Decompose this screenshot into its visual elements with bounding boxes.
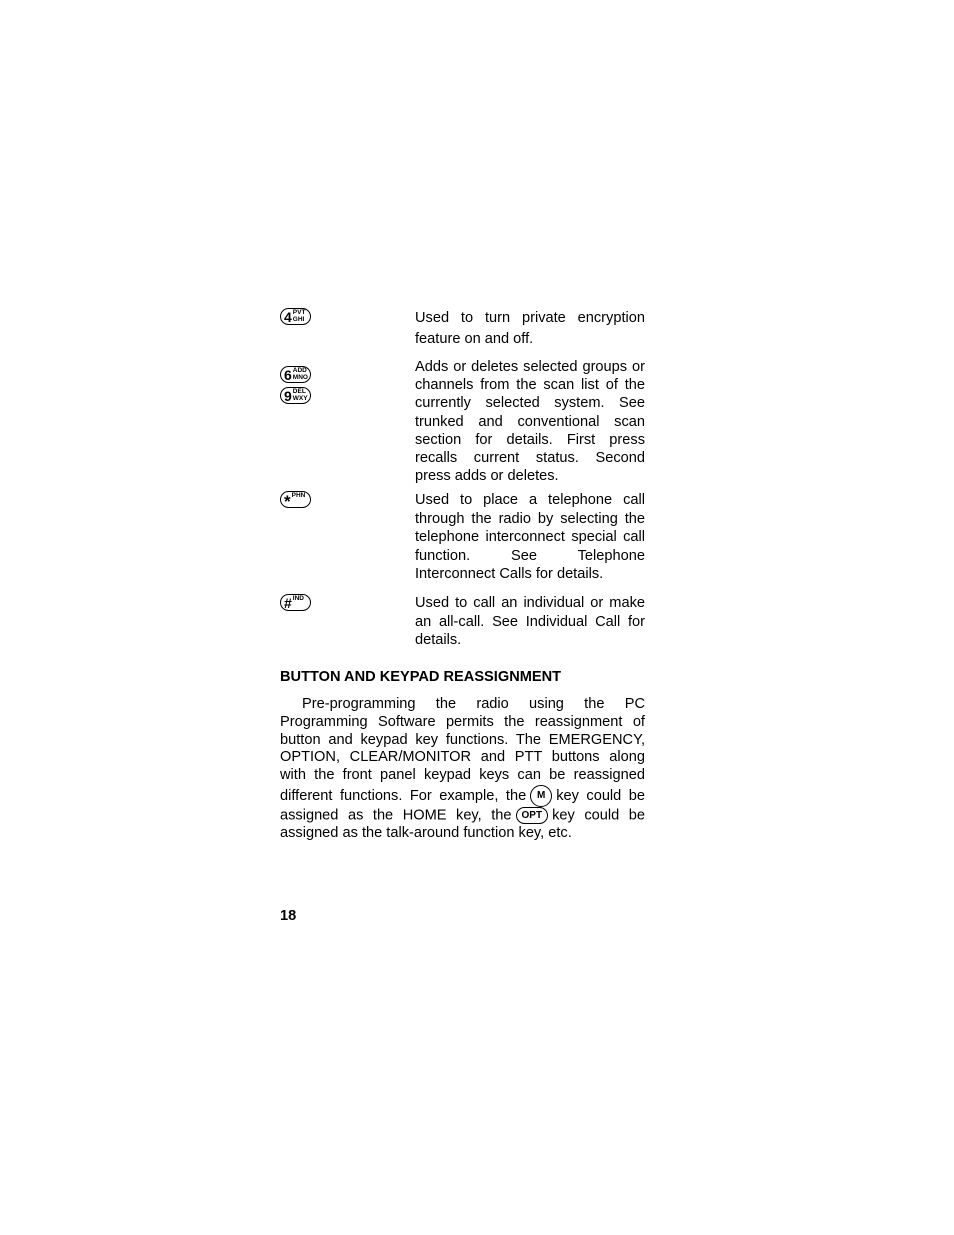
section-heading: BUTTON AND KEYPAD REASSIGNMENT <box>280 669 562 685</box>
key-icons <box>280 308 410 329</box>
key-icons <box>280 491 410 512</box>
key-description: Adds or deletes selected groups or channels from the scan list of the currently selected system. See trunked and conventional scan section for details. First press recalls current status. Second press adds or deletes. <box>415 359 645 485</box>
key-9-del-icon: 9 DEL WXY <box>280 387 311 404</box>
key-description: Used to place a telephone call through the radio by selecting the telephone interconnect special call function. See Telephone Interconnect Calls for details. <box>415 492 645 583</box>
reassignment-paragraph: Pre-programming the radio using the PC Programming Software permits the reassignment of button and keypad key functions. The EMERGENCY, OPTION, CLEAR/MONITOR and PTT buttons along with the front panel keypad keys can be reassigned different functions. For example, the M key could be assigned as the HOME key, the OPT key could be assigned as the talk-around function key, etc. <box>280 696 645 842</box>
key-4-pvt-icon: 4 PVT GHI <box>280 308 311 325</box>
key-description: Used to call an individual or make an all-call. See Individual Call for details. <box>415 595 645 649</box>
key-icons <box>280 366 410 408</box>
key-description: Used to turn private encryption feature on and off. <box>415 310 645 347</box>
key-hash-ind-icon: # IND <box>280 594 311 611</box>
key-6-add-icon: 6 ADD MNO <box>280 366 311 383</box>
m-key-icon: M <box>530 785 552 807</box>
opt-key-icon: OPT <box>516 807 549 824</box>
key-star-phn-icon: * PHN <box>280 491 311 508</box>
page-number: 18 <box>280 908 297 924</box>
key-icons <box>280 594 410 615</box>
